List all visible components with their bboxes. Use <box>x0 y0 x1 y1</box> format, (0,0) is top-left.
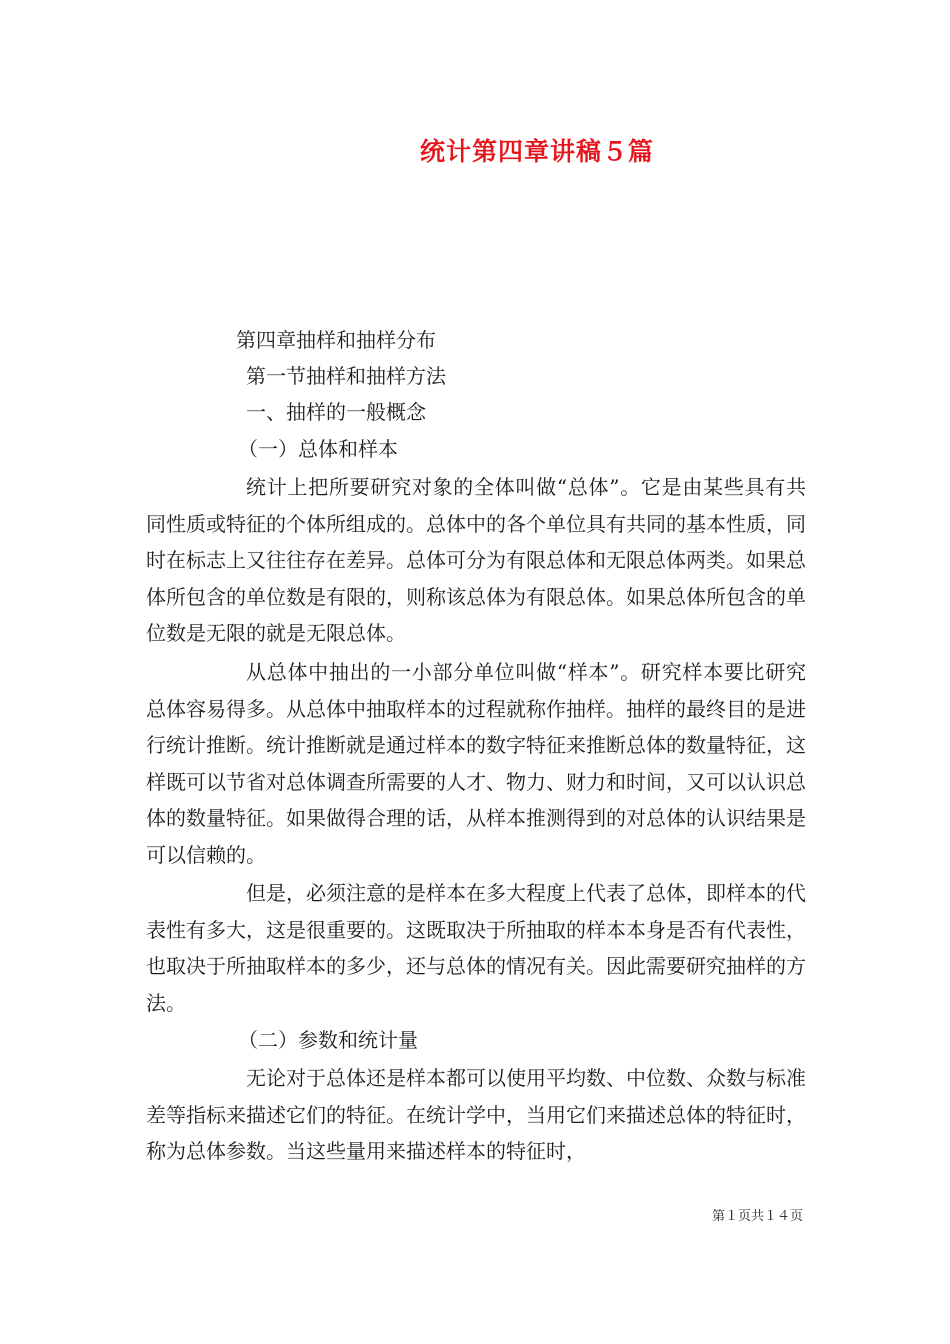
chapter-heading: 第四章抽样和抽样分布 <box>236 328 436 352</box>
paragraph-representativeness: 但是，必须注意的是样本在多大程度上代表了总体，即样本的代表性有多大，这是很重要的。这既取决于所抽取的样本本身是否有代表性，也取决于所抽取样本的多少，还与总体的情况有关。因此需要研究抽样的方法。 <box>146 881 806 1015</box>
paragraph-population: 统计上把所要研究对象的全体叫做“总体”。它是由某些具有共同性质或特征的个体所组成的。总体中的各个单位具有共同的基本性质，同时在标志上又往往存在差异。总体可分为有限总体和无限总体两类。如果总体所包含的单位数是有限的，则称该总体为有限总体。如果总体所包含的单位数是无限的就是无限总体。 <box>146 475 806 646</box>
paragraph-sample: 从总体中抽出的一小部分单位叫做“样本”。研究样本要比研究总体容易得多。从总体中抽取样本的过程就称作抽样。抽样的最终目的是进行统计推断。统计推断就是通过样本的数字特征来推断总体的数量特征，这样既可以节省对总体调查所需要的人才、物力、财力和时间，又可以认识总体的数量特征。如果做得合理的话，从样本推测得到的对总体的认识结果是可以信赖的。 <box>146 660 806 867</box>
paragraph-parameters: 无论对于总体还是样本都可以使用平均数、中位数、众数与标准差等指标来描述它们的特征。在统计学中，当用它们来描述总体的特征时，称为总体参数。当这些量用来描述样本的特征时， <box>146 1066 806 1164</box>
page-number-footer: 第１页共１４页 <box>712 1209 804 1224</box>
subsection-heading: 一、抽样的一般概念 <box>246 400 426 424</box>
subsection-heading-population-sample: （一）总体和样本 <box>238 437 398 461</box>
document-title: 统计第四章讲稿５篇 <box>420 137 655 166</box>
section-heading: 第一节抽样和抽样方法 <box>246 364 446 388</box>
subsection-heading-parameters: （二）参数和统计量 <box>238 1028 418 1052</box>
